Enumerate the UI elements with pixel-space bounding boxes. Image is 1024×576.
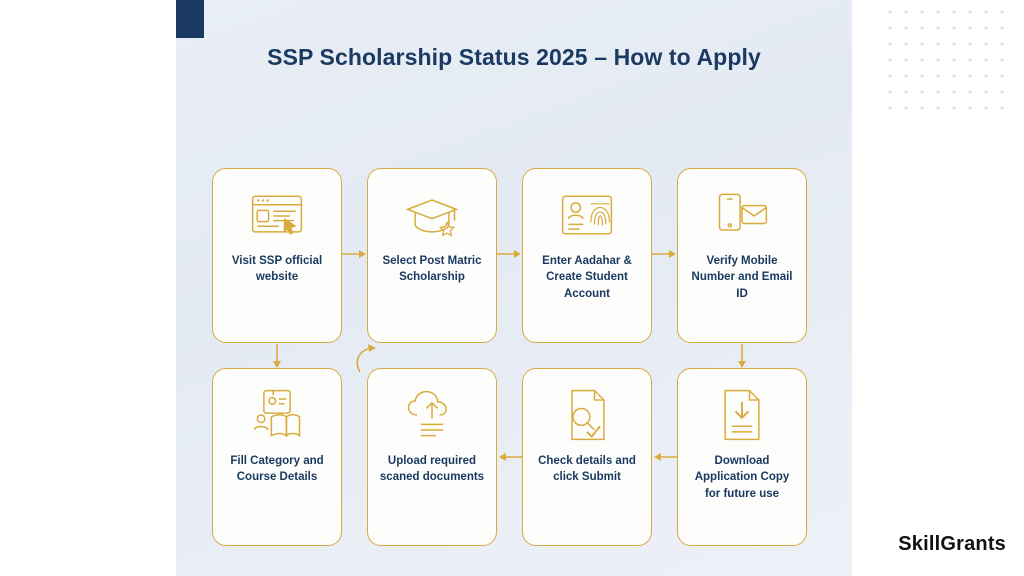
step-card-2-label: Select Post Matric Scholarship bbox=[382, 255, 482, 284]
document-magnifier-check-icon bbox=[555, 383, 619, 447]
step-card-5[interactable] bbox=[212, 368, 342, 546]
brand-wordmark: SkillGrants bbox=[898, 533, 1006, 555]
step-card-8[interactable] bbox=[677, 368, 807, 546]
dot-grid-decoration bbox=[884, 6, 1014, 126]
arrow-step1-to-step5 bbox=[271, 344, 283, 370]
arrow-step2-to-step3 bbox=[497, 248, 523, 260]
arrow-step1-to-step2 bbox=[342, 248, 368, 260]
arrow-step3-to-step4 bbox=[652, 248, 678, 260]
arrow-step8-to-step7 bbox=[652, 451, 678, 463]
cloud-upload-document-icon bbox=[400, 383, 464, 447]
mobile-phone-envelope-icon bbox=[710, 183, 774, 247]
step-card-7[interactable] bbox=[522, 368, 652, 546]
steps-flow-diagram bbox=[212, 168, 816, 546]
graduation-cap-star-icon bbox=[400, 183, 464, 247]
document-download-arrow-icon bbox=[710, 383, 774, 447]
step-card-5-label: Fill Category and Course Details bbox=[230, 455, 324, 484]
arrow-step7-to-step6 bbox=[497, 451, 523, 463]
slide-content bbox=[176, 0, 852, 576]
step-card-1-label: Visit SSP official website bbox=[231, 255, 323, 284]
step-card-3-label: Enter Aadahar & Create Student Account bbox=[542, 255, 632, 300]
browser-window-cursor-icon bbox=[245, 183, 309, 247]
step-card-3[interactable] bbox=[522, 168, 652, 343]
arrow-step4-to-step8 bbox=[736, 344, 748, 370]
page-title: SSP Scholarship Status 2025 – How to Apply bbox=[267, 44, 761, 70]
id-card-fingerprint-icon bbox=[555, 183, 619, 247]
arrow-step6-to-step2 bbox=[352, 340, 392, 374]
step-card-2[interactable] bbox=[367, 168, 497, 343]
step-card-8-label: Download Application Copy for future use bbox=[694, 455, 790, 500]
step-card-7-label: Check details and click Submit bbox=[538, 455, 636, 484]
id-badge-open-book-icon bbox=[245, 383, 309, 447]
step-card-4-label: Verify Mobile Number and Email ID bbox=[691, 255, 793, 300]
step-card-6[interactable] bbox=[367, 368, 497, 546]
step-card-6-label: Upload required scaned documents bbox=[379, 455, 485, 484]
step-card-1[interactable] bbox=[212, 168, 342, 343]
step-card-4[interactable] bbox=[677, 168, 807, 343]
